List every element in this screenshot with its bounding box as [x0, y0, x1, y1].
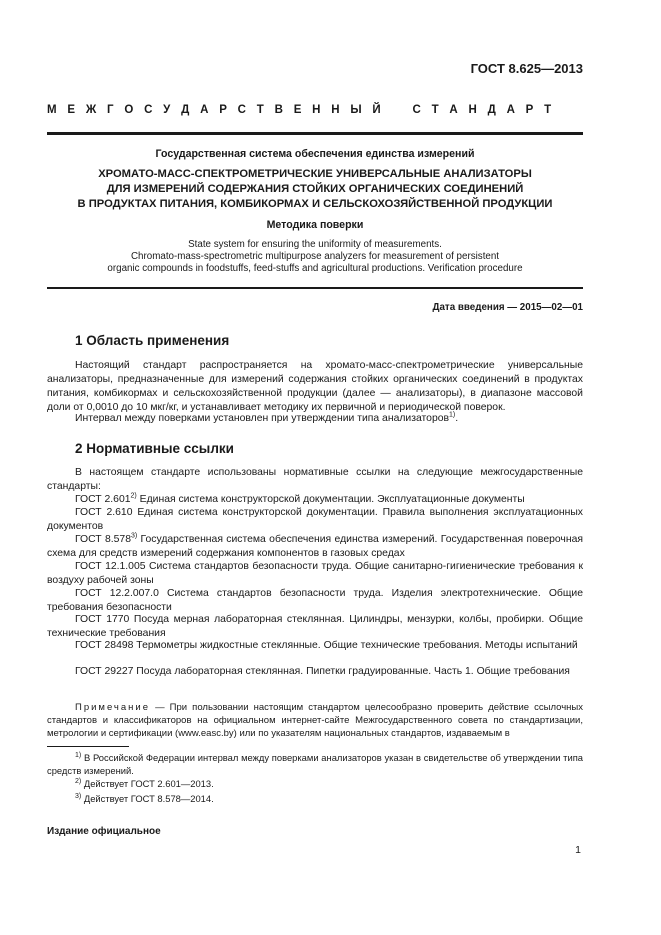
reference-item — [47, 639, 583, 653]
footnote-ref-1: 1) — [449, 411, 456, 419]
reference-text: Государственная система обеспечения единства измерений. Государственная поверочная схема для средств измерений содержания компонентов в газовых средах — [47, 534, 583, 559]
english-title-line-3: organic compounds in foodstuffs, feed-stuffs and agricultural productions. Verification procedure — [107, 263, 523, 274]
page-number: 1 — [575, 844, 581, 856]
reference-text: Единая система конструкторской документации. Эксплуатационные документы — [136, 494, 525, 505]
footnote-mark: 2) — [75, 777, 82, 785]
footnote-separator — [47, 746, 129, 747]
reference-text: Единая система конструкторской документации. Правила выполнения эксплуатационных документов — [47, 507, 583, 532]
reference-item — [47, 665, 583, 679]
reference-item — [47, 506, 583, 534]
reference-item — [47, 533, 583, 561]
section-1-paragraph-1: Настоящий стандарт распространяется на хромато-масс-спектрометрические универсальные анализаторы, предназначенные для измерений содержания стойких органических соединений в продуктах питания, комбикормах и сельскохозяйственной продукции (далее — анализаторы), в диапазоне массовой доли от 0,0010 до 10 мкг/кг, и устанавливает методику их первичной и периодической поверок. — [47, 360, 583, 413]
main-title-line-2: ДЛЯ ИЗМЕРЕНИЙ СОДЕРЖАНИЯ СТОЙКИХ ОРГАНИЧЕСКИХ СОЕДИНЕНИЙ — [106, 183, 524, 195]
footnote-2 — [47, 777, 583, 790]
footnote-ref-2: 2) — [130, 492, 137, 500]
reference-item — [47, 560, 583, 588]
section-2-heading: 2 Нормативные ссылки — [75, 441, 234, 456]
english-title-line-1: State system for ensuring the uniformity of measurements. — [188, 239, 442, 250]
reference-code: ГОСТ 1770 — [75, 614, 130, 625]
reference-code: ГОСТ 8.578 — [75, 534, 131, 545]
english-title-line-2: Chromato-mass-spectrometric multipurpose analyzers for measurement of persistent — [130, 251, 500, 262]
footnote-3 — [47, 792, 583, 805]
reference-code: ГОСТ 12.1.005 — [75, 561, 146, 572]
system-title: Государственная система обеспечения единства измерений — [155, 148, 475, 160]
footnote-mark: 3) — [75, 792, 82, 800]
section-2-intro: В настоящем стандарте использованы нормативные ссылки на следующие межгосударственные стандарты: — [47, 467, 583, 492]
reference-text: Система стандартов безопасности труда. Изделия электротехнические. Общие требования безопасности — [47, 588, 583, 613]
document-code: ГОСТ 8.625—2013 — [470, 61, 583, 76]
reference-code: ГОСТ 12.2.007.0 — [75, 588, 159, 599]
edition-label: Издание официальное — [47, 826, 161, 837]
standard-banner: М Е Ж Г О С У Д А Р С Т В Е Н Н Ы Й С Т А Н Д А Р Т — [47, 104, 555, 116]
note-text: — При пользовании настоящим стандартом целесообразно проверить действие ссылочных стандартов и классификаторов на официальном интернет-сайте Межгосударственного совета по стандартизации, метрологии и сертификации (www.easc.by) или по указателям национальных стандартов, издаваемым в — [47, 702, 583, 739]
footnote-text: В Российской Федерации интервал между поверками анализаторов указан в свидетельстве об утверждении типа средств измерений. — [47, 752, 583, 776]
title-rule — [47, 287, 583, 289]
banner-rule — [47, 132, 583, 135]
footnote-ref-3: 3) — [130, 532, 138, 540]
main-title-line-1: ХРОМАТО-МАСС-СПЕКТРОМЕТРИЧЕСКИЕ УНИВЕРСАЛЬНЫЕ АНАЛИЗАТОРЫ — [98, 168, 532, 180]
section-1-paragraph-2-end: . — [455, 413, 459, 424]
reference-text: Посуда мерная лабораторная стеклянная. Цилиндры, мензурки, колбы, пробирки. Общие технические требования — [47, 614, 583, 639]
reference-text: Термометры жидкостные стеклянные. Общие технические требования. Методы испытаний — [133, 640, 578, 651]
main-title-line-3: В ПРОДУКТАХ ПИТАНИЯ, КОМБИКОРМАХ И СЕЛЬСКОХОЗЯЙСТВЕННОЙ ПРОДУКЦИИ — [77, 198, 553, 210]
reference-item — [47, 613, 583, 641]
footnote-1 — [47, 751, 583, 777]
section-1-paragraph-2-text: Интервал между поверками установлен при утверждении типа анализаторов — [75, 413, 450, 424]
reference-text: Система стандартов безопасности труда. Общие санитарно-гигиенические требования к воздуху рабочей зоны — [47, 561, 584, 586]
reference-item — [47, 493, 583, 507]
introduction-date: Дата введения — 2015—02—01 — [432, 302, 583, 313]
reference-text: Посуда лабораторная стеклянная. Пипетки градуированные. Часть 1. Общие требования — [133, 666, 570, 677]
note-label: Примечание — [75, 702, 150, 713]
section-1-paragraph-2 — [47, 412, 583, 426]
footnote-text: Действует ГОСТ 2.601—2013. — [81, 778, 214, 789]
reference-code: ГОСТ 2.610 — [75, 507, 133, 518]
note — [47, 701, 583, 740]
reference-item — [47, 587, 583, 615]
subtitle: Методика поверки — [266, 219, 364, 231]
footnote-mark: 1) — [75, 751, 82, 759]
reference-code: ГОСТ 28498 — [75, 640, 134, 651]
reference-code: ГОСТ 29227 — [75, 666, 134, 677]
reference-code: ГОСТ 2.601 — [75, 494, 131, 505]
footnote-text: Действует ГОСТ 8.578—2014. — [81, 793, 214, 804]
section-1-heading: 1 Область применения — [75, 333, 230, 348]
